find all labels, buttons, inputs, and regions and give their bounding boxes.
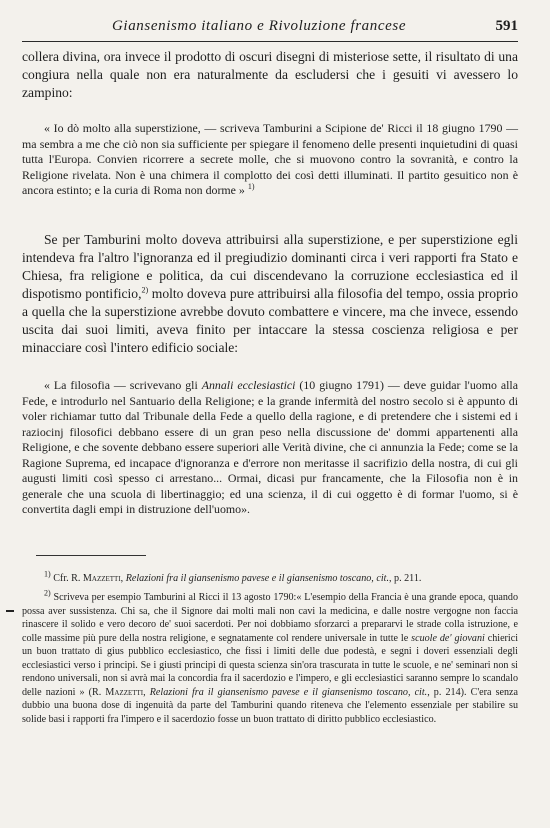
quote-2-before: « La filosofia — scrivevano gli	[44, 378, 202, 392]
footnote-2-author: Mazzetti	[105, 686, 144, 698]
header-rule	[22, 41, 518, 42]
footnote-1-author: Mazzetti	[82, 573, 121, 584]
footnote-2	[22, 591, 518, 726]
footnote-2-italic-a: scuole de' giovani	[411, 632, 485, 644]
footnote-1-title: Relazioni fra il giansenismo pavese e il giansenismo toscano, cit.	[125, 573, 389, 584]
footnote-2-text-b: chierici un buon trattato di gius pubblico ecclesiastico, che fissi i limiti delle due podestà, e segni i doveri essenziali degli ecclesiastici verso i principi. Se i giusti principi di questa scienza sin'ora trascurata in tutte le scuole, e ne' seminari non si rendono universali, non si avrà mai la concordia fra il sacerdozio e l'impero, e gli ecclesiastici saranno sempre lo scandalo delle nazioni » (R.	[22, 632, 519, 698]
quote-2-source: Annali ecclesiastici	[201, 378, 296, 392]
block-quote-annali	[22, 378, 518, 518]
footnote-2-text-c: , p. 214). C'era senza dubbio una buona dose di ingenuità da parte del Tamburini quando riteneva che l'elemento essenziale per stabilire su solide basi i rapporti fra l'impero e il sacerdozio fosse un buon trattato di diritto pubblico ecclesiastico.	[22, 686, 518, 725]
footnotes	[22, 569, 519, 726]
footnote-1-comma: ,	[120, 573, 126, 584]
footnote-2-italic-b: Relazioni fra il giansenismo pavese e il giansenismo toscano, cit.	[149, 686, 428, 698]
footnote-2-marker: 2)	[44, 589, 51, 599]
footnote-1	[22, 569, 518, 585]
margin-mark	[6, 610, 14, 612]
paragraph-2-text-b: molto doveva pure attribuirsi alla filosofia del tempo, ossia proprio a quella che la superstizione avrebbe dovuto combattere e vincere, ma che invece, essendo uscita dai suoi limiti, aveva finito per intaccare la stessa coscienza religiosa e per minacciare così l'intero edificio sociale:	[22, 286, 518, 355]
paragraph-1-text: collera divina, ora invece il prodotto di oscuri disegni di misteriose sette, il risultato di una congiura nella quale non era naturalmente da escludersi che i gesuiti vi avessero lo zampino:	[22, 49, 518, 100]
paragraph-2	[22, 231, 518, 357]
page-number: 591	[495, 18, 518, 34]
quote-2-after: (10 giugno 1791) — deve guidar l'uomo alla Fede, e introdurlo nel Santuario della Religione; e la grande infermità del nostro secolo si è appunto di voler richiamar tutto dal Tribunale della Fede a quello della ragione, e di pretendere che i sistemi ed i raziocinj filosofici debbano essere di un gran peso nella discussione de' dommi appartenenti alla Religione, e che sovente debbano essere superiori alle Verità divine, che ci annunzia la Fede; come se la Ragione Suprema, ed incapace d'ignoranza e d'errore non meritasse il sacrifizio della nostra, di cui gli augusti limiti così spesso ci arrestano... Ormai, dicasi pur francamente, che la Filosofia non è in generale che una scuola di libertinaggio; ed una scienza, il di cui oggetto è di formar l'uomo, si è convertita dagli empi in distruzione dell'uomo».	[22, 378, 519, 516]
running-title: Giansenismo italiano e Rivoluzione francese	[112, 18, 407, 34]
paragraph-continuation	[22, 48, 518, 102]
paragraph-2-text-a: Se per Tamburini molto doveva attribuirsi alla superstizione, e per superstizione egli intendeva fra l'altro l'ignoranza ed il pregiudizio dominanti circa i veri rapporti fra Stato e Chiesa, fra religione e politica, da cui discendevano la corruzione ecclesiastica ed il dispotismo pontificio,	[22, 232, 518, 301]
footnote-separator	[36, 555, 146, 556]
block-quote-tamburini	[22, 121, 518, 199]
footnote-1-prefix: Cfr. R.	[50, 573, 83, 584]
footnote-2-comma: ,	[143, 686, 150, 698]
footnote-1-marker: 1)	[44, 569, 51, 579]
quote-1-text: « Io dò molto alla superstizione, — scriveva Tamburini a Scipione de' Ricci il 18 giugno 1790 — ma sembra a me che ciò non sia sufficiente per spiegare il fenomeno delle presenti inquietudini di quasi tutta l'Europa. Convien ricorrere a secrete molle, che si muovono contro la sovranità, e contro la Religione rivelata. Non è una chimera il complotto dei così detti illuminati. Il partito gesuitico non è ancora estinto; e la curia di Roma non dorme »	[22, 121, 518, 197]
footnote-ref-2[interactable]: 2)	[141, 285, 149, 295]
footnote-ref-1[interactable]: 1)	[247, 182, 255, 192]
footnote-1-suffix: , p. 211.	[388, 573, 422, 584]
footnote-2-text-a: Scriveva per esempio Tamburini al Ricci il 13 agosto 1790:« L'esempio della Francia è una grande epoca, quando possa aver sussistenza. Chi sa, che il Signore dai molti mali non cavi la medicina, e dalle nostre vergogne non faccia rinascere il solido e vero decoro de' suoi sacerdoti. Per noi dobbiamo sforzarci a prepararvi le strade colla istruzione, e colle massime più pure della nostra religione, e segnatamente col rendere universale in tutte le	[22, 592, 518, 644]
page-header	[22, 18, 518, 42]
